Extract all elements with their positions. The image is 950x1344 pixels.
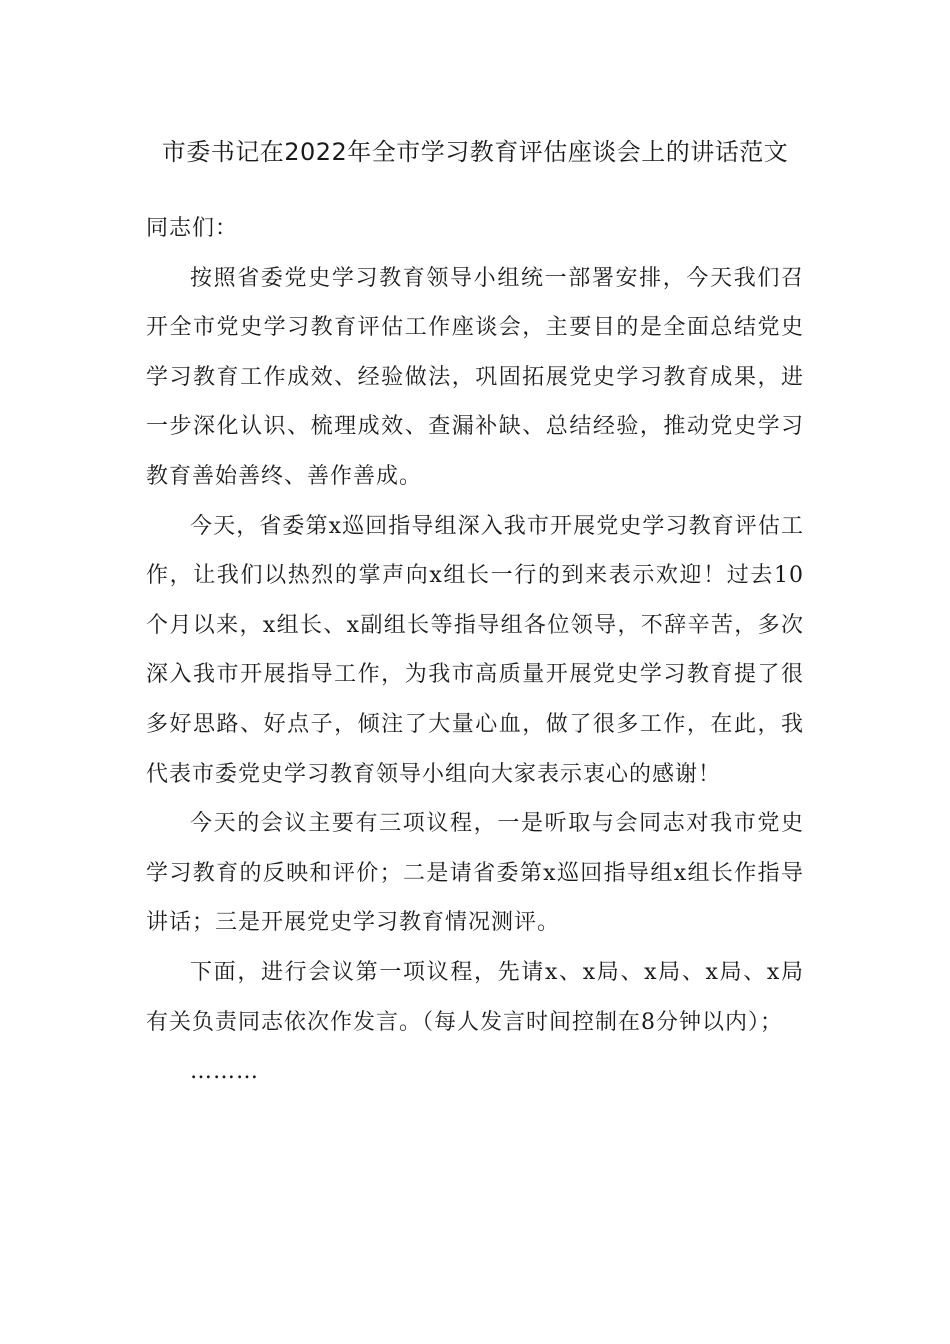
paragraph-1: 按照省委党史学习教育领导小组统一部署安排，今天我们召开全市党史学习教育评估工作座谈会，主要目的是全面总结党史学习教育工作成效、经验做法，巩固拓展党史学习教育成果，进一步深化认识、梳理成效、查漏补缺、总结经验，推动党史学习教育善始善终、善作善成。 <box>146 265 804 489</box>
document-body <box>146 204 804 1097</box>
document-title: 市委书记在2022年全市学习教育评估座谈会上的讲话范文 <box>161 138 789 166</box>
paragraph-4: 下面，进行会议第一项议程，先请x、x局、x局、x局、x局有关负责同志依次作发言。（每人发言时间控制在8分钟以内）； <box>146 959 804 1035</box>
salutation: 同志们： <box>146 216 239 241</box>
ellipsis: ……… <box>190 1059 259 1085</box>
paragraph-2: 今天，省委第x巡回指导组深入我市开展党史学习教育评估工作，让我们以热烈的掌声向x组长一行的到来表示欢迎！过去10个月以来，x组长、x副组长等指导组各位领导，不辞辛苦，多次深入我市开展指导工作，为我市高质量开展党史学习教育提了很多好思路、好点子，倾注了大量心血，做了很多工作，在此，我代表市委党史学习教育领导小组向大家表示衷心的感谢！ <box>146 513 804 787</box>
paragraph-3: 今天的会议主要有三项议程，一是听取与会同志对我市党史学习教育的反映和评价；二是请省委第x巡回指导组x组长作指导讲话；三是开展党史学习教育情况测评。 <box>146 811 804 936</box>
